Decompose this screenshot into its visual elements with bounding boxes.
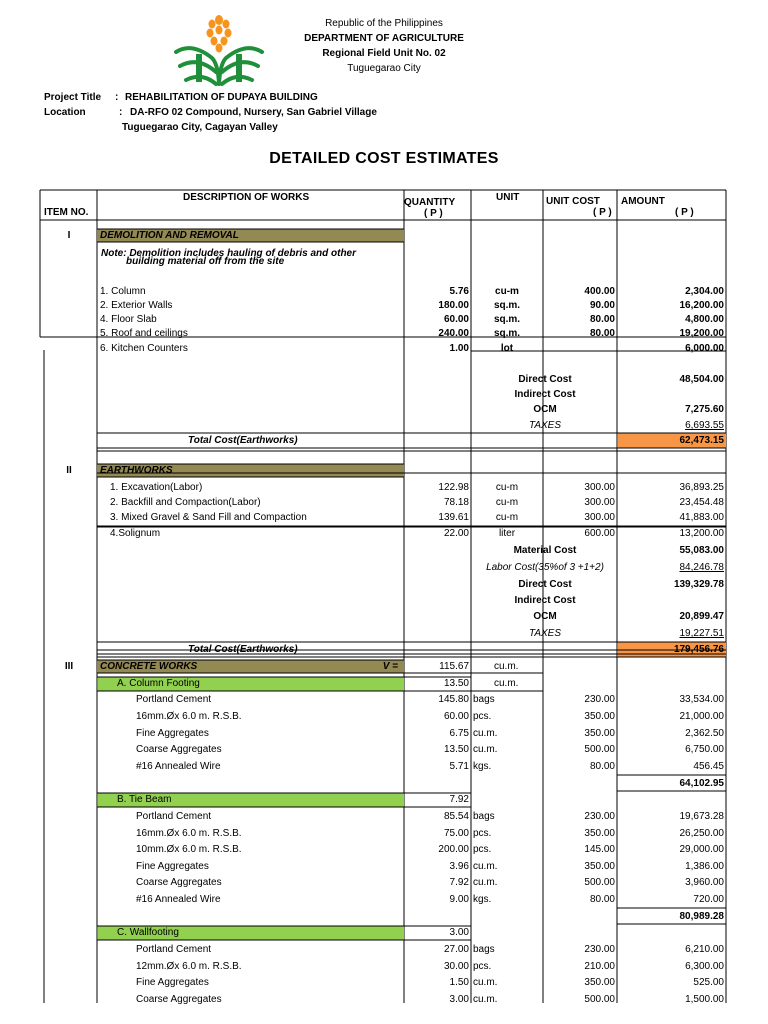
col-amount-unit: ( P ): [675, 207, 694, 218]
work-item-unit-cost: 400.00: [584, 286, 615, 297]
work-item-amount: 2,304.00: [685, 286, 724, 297]
cost-summary-label: Direct Cost: [518, 579, 572, 590]
item-number: III: [64, 661, 74, 672]
material-desc: Coarse Aggregates: [136, 877, 222, 888]
cost-summary-label: Labor Cost(35%of 3 +1+2): [486, 562, 604, 573]
material-unit: cu.m.: [473, 994, 498, 1005]
total-cost-amount: 179,456.76: [673, 644, 724, 655]
material-amount: 33,534.00: [679, 694, 724, 705]
cost-summary-amount: 7,275.60: [685, 404, 724, 415]
work-item-unit: sq.m.: [493, 314, 521, 325]
material-unit: bags: [473, 811, 495, 822]
work-item-unit-cost: 300.00: [584, 497, 615, 508]
material-qty: 60.00: [443, 711, 469, 722]
cost-summary-amount: 48,504.00: [679, 374, 724, 385]
material-qty: 75.00: [443, 828, 469, 839]
work-item-qty: 5.76: [449, 286, 469, 297]
work-item-desc: 4. Floor Slab: [100, 314, 157, 325]
section-title: DEMOLITION AND REMOVAL: [100, 230, 239, 241]
cost-summary-label: OCM: [533, 404, 557, 415]
material-desc: #16 Annealed Wire: [136, 894, 221, 905]
material-amount: 1,500.00: [685, 994, 724, 1005]
subsection-subtotal: 64,102.95: [679, 778, 724, 789]
cost-summary-label: TAXES: [528, 420, 562, 431]
work-item-qty: 60.00: [443, 314, 469, 325]
work-item-desc: 2. Backfill and Compaction(Labor): [110, 497, 261, 508]
work-item-desc: 1. Column: [100, 286, 146, 297]
material-amount: 1,386.00: [685, 861, 724, 872]
subsection-volume: 3.00: [449, 927, 469, 938]
material-unit-cost: 230.00: [584, 811, 615, 822]
material-unit: cu.m.: [473, 877, 498, 888]
material-unit-cost: 350.00: [584, 977, 615, 988]
work-item-unit-cost: 80.00: [589, 314, 615, 325]
subsection-title: B. Tie Beam: [117, 794, 172, 805]
work-item-unit-cost: 600.00: [584, 528, 615, 539]
work-item-amount: 36,893.25: [679, 482, 724, 493]
material-qty: 5.71: [449, 761, 469, 772]
material-unit-cost: 80.00: [589, 894, 615, 905]
material-qty: 145.80: [438, 694, 469, 705]
material-qty: 13.50: [443, 744, 469, 755]
subsection-volume: 13.50: [443, 678, 469, 689]
work-item-amount: 6,000.00: [685, 343, 724, 354]
col-amount: AMOUNT: [621, 196, 665, 207]
material-desc: 10mm.Øx 6.0 m. R.S.B.: [136, 844, 242, 855]
project-title-value: REHABILITATION OF DUPAYA BUILDING: [125, 92, 318, 103]
work-item-amount: 4,800.00: [685, 314, 724, 325]
work-item-unit: sq.m.: [493, 300, 521, 311]
material-amount: 720.00: [693, 894, 724, 905]
material-qty: 3.00: [449, 994, 469, 1005]
material-unit: cu.m.: [473, 744, 498, 755]
material-unit-cost: 350.00: [584, 861, 615, 872]
total-cost-label: Total Cost(Earthworks): [188, 435, 298, 446]
work-item-amount: 16,200.00: [679, 300, 724, 311]
material-desc: 16mm.Øx 6.0 m. R.S.B.: [136, 711, 242, 722]
cost-summary-amount: 20,899.47: [679, 611, 724, 622]
material-amount: 3,960.00: [685, 877, 724, 888]
material-amount: 6,300.00: [685, 961, 724, 972]
material-amount: 21,000.00: [679, 711, 724, 722]
work-item-qty: 22.00: [443, 528, 469, 539]
work-item-unit: cu-m: [495, 286, 519, 297]
cost-summary-amount: 19,227.51: [679, 628, 724, 639]
demolition-note: Note: Demolition includes hauling of debris and other: [101, 248, 357, 259]
subsection-title: A. Column Footing: [117, 678, 200, 689]
material-unit-cost: 500.00: [584, 877, 615, 888]
material-unit-cost: 500.00: [584, 744, 615, 755]
material-unit-cost: 350.00: [584, 828, 615, 839]
document-title: DETAILED COST ESTIMATES: [269, 150, 499, 167]
work-item-unit: lot: [500, 343, 514, 354]
material-qty: 1.50: [449, 977, 469, 988]
location-label: Location: [44, 107, 86, 118]
col-description: DESCRIPTION OF WORKS: [183, 192, 310, 203]
work-item-amount: 41,883.00: [679, 512, 724, 523]
material-desc: Portland Cement: [136, 811, 212, 822]
work-item-desc: 6. Kitchen Counters: [100, 343, 188, 354]
material-desc: Portland Cement: [136, 944, 212, 955]
material-qty: 9.00: [449, 894, 469, 905]
item-number: I: [67, 230, 71, 241]
material-amount: 2,362.50: [685, 728, 724, 739]
material-amount: 19,673.28: [679, 811, 724, 822]
cost-summary-amount: 84,246.78: [679, 562, 724, 573]
material-qty: 85.54: [443, 811, 469, 822]
work-item-qty: 240.00: [438, 328, 469, 339]
cost-summary-amount: 55,083.00: [679, 545, 724, 556]
material-amount: 29,000.00: [679, 844, 724, 855]
total-cost-label: Total Cost(Earthworks): [188, 644, 298, 655]
header-department: DEPARTMENT OF AGRICULTURE: [304, 33, 464, 44]
material-amount: 26,250.00: [679, 828, 724, 839]
material-desc: Coarse Aggregates: [136, 994, 222, 1005]
total-cost-amount: 62,473.15: [679, 435, 724, 446]
subsection-title: C. Wallfooting: [117, 927, 179, 938]
material-desc: 16mm.Øx 6.0 m. R.S.B.: [136, 828, 242, 839]
material-qty: 7.92: [449, 877, 469, 888]
material-desc: Fine Aggregates: [136, 977, 209, 988]
cost-summary-label: Material Cost: [513, 545, 577, 556]
work-item-desc: 1. Excavation(Labor): [110, 482, 203, 493]
work-item-qty: 78.18: [443, 497, 469, 508]
material-unit-cost: 230.00: [584, 694, 615, 705]
material-desc: Fine Aggregates: [136, 861, 209, 872]
cost-summary-label: OCM: [533, 611, 557, 622]
material-amount: 456.45: [693, 761, 724, 772]
material-unit-cost: 350.00: [584, 711, 615, 722]
material-desc: Coarse Aggregates: [136, 744, 222, 755]
location-line2: Tuguegarao City, Cagayan Valley: [122, 122, 278, 133]
subsection-unit: cu.m.: [494, 678, 519, 689]
work-item-unit-cost: 80.00: [589, 328, 615, 339]
material-unit-cost: 210.00: [584, 961, 615, 972]
col-unit-cost: UNIT COST: [546, 196, 600, 207]
material-unit: bags: [473, 944, 495, 955]
material-amount: 6,210.00: [685, 944, 724, 955]
cost-summary-label: TAXES: [528, 628, 562, 639]
section-unit: cu.m.: [494, 661, 519, 672]
material-unit: pcs.: [473, 711, 492, 722]
work-item-amount: 19,200.00: [679, 328, 724, 339]
project-title-label: Project Title: [44, 92, 102, 103]
material-desc: Portland Cement: [136, 694, 212, 705]
material-desc: #16 Annealed Wire: [136, 761, 221, 772]
material-qty: 30.00: [443, 961, 469, 972]
section-title: CONCRETE WORKS: [100, 661, 198, 672]
work-item-unit-cost: 300.00: [584, 482, 615, 493]
work-item-amount: 23,454.48: [679, 497, 724, 508]
location-line1: DA-RFO 02 Compound, Nursery, San Gabriel Village: [130, 107, 377, 118]
work-item-desc: 4.Solignum: [110, 528, 161, 539]
header-unit: Regional Field Unit No. 02: [322, 48, 446, 59]
work-item-qty: 180.00: [438, 300, 469, 311]
work-item-desc: 3. Mixed Gravel & Sand Fill and Compaction: [110, 512, 307, 523]
material-unit-cost: 350.00: [584, 728, 615, 739]
material-unit: cu.m.: [473, 861, 498, 872]
material-unit-cost: 80.00: [589, 761, 615, 772]
material-unit: bags: [473, 694, 495, 705]
section-volume: 115.67: [439, 661, 469, 672]
material-unit-cost: 500.00: [584, 994, 615, 1005]
work-item-unit: liter: [498, 528, 516, 539]
material-unit: kgs.: [473, 761, 492, 772]
volume-label: V =: [382, 661, 398, 672]
material-unit-cost: 145.00: [584, 844, 615, 855]
material-unit: kgs.: [473, 894, 492, 905]
section-title: EARTHWORKS: [100, 465, 173, 476]
material-qty: 200.00: [438, 844, 469, 855]
location-sep: :: [119, 107, 123, 118]
material-unit-cost: 230.00: [584, 944, 615, 955]
work-item-unit: cu-m: [495, 497, 519, 508]
material-desc: 12mm.Øx 6.0 m. R.S.B.: [136, 961, 242, 972]
col-quantity-unit: ( P ): [424, 208, 443, 219]
material-amount: 6,750.00: [685, 744, 724, 755]
material-unit: pcs.: [473, 844, 492, 855]
col-quantity: QUANTITY: [404, 197, 456, 208]
subsection-volume: 7.92: [449, 794, 469, 805]
col-unit-cost-unit: ( P ): [593, 207, 612, 218]
subsection-subtotal: 80,989.28: [679, 911, 724, 922]
material-unit: cu.m.: [473, 977, 498, 988]
work-item-unit: cu-m: [495, 482, 519, 493]
work-item-amount: 13,200.00: [679, 528, 724, 539]
work-item-desc: 2. Exterior Walls: [100, 300, 173, 311]
cost-summary-label: Direct Cost: [518, 374, 572, 385]
cost-summary-label: Indirect Cost: [514, 595, 576, 606]
work-item-unit-cost: 300.00: [584, 512, 615, 523]
material-qty: 27.00: [443, 944, 469, 955]
work-item-qty: 1.00: [449, 343, 469, 354]
material-unit: cu.m.: [473, 728, 498, 739]
header-city: Tuguegarao City: [347, 63, 421, 74]
material-amount: 525.00: [693, 977, 724, 988]
work-item-unit-cost: 90.00: [589, 300, 615, 311]
cost-summary-amount: 6,693.55: [685, 420, 724, 431]
work-item-qty: 139.61: [438, 512, 469, 523]
work-item-qty: 122.98: [438, 482, 469, 493]
col-unit: UNIT: [496, 192, 520, 203]
cost-summary-amount: 139,329.78: [673, 579, 724, 590]
material-unit: pcs.: [473, 828, 492, 839]
work-item-unit: sq.m.: [493, 328, 521, 339]
project-title-sep: :: [115, 92, 119, 103]
work-item-unit: cu-m: [495, 512, 519, 523]
demolition-note-cont: building material off from the site: [126, 256, 285, 267]
header-republic: Republic of the Philippines: [325, 18, 443, 29]
work-item-desc: 5. Roof and ceilings: [100, 328, 188, 339]
item-number: II: [66, 465, 72, 476]
col-item-no: ITEM NO.: [44, 207, 89, 218]
material-unit: pcs.: [473, 961, 492, 972]
material-desc: Fine Aggregates: [136, 728, 209, 739]
material-qty: 6.75: [449, 728, 469, 739]
cost-summary-label: Indirect Cost: [514, 389, 576, 400]
material-qty: 3.96: [449, 861, 469, 872]
